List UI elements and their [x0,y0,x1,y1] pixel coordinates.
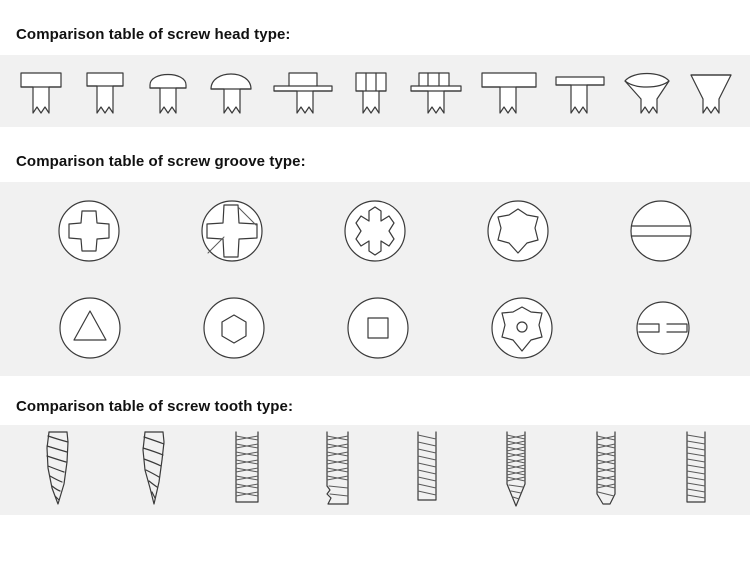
screw-head-flat-head-short [15,63,67,119]
screw-head-oval-countersunk-head [621,63,673,119]
screw-head-dome-head [206,63,258,119]
screw-groove-torx-star-drive [480,193,556,269]
screw-head-countersunk-flat-head [687,63,735,119]
screw-head-round-head [143,63,193,119]
spacer-tooth [0,415,750,425]
screw-tooth-serrated-thread-cut [317,428,359,512]
screw-tooth-double-lead-thread [585,428,627,512]
screw-groove-torx-cross-drive [337,193,413,269]
section-title-head: Comparison table of screw head type: [16,26,291,43]
screw-head-hex-head-tall [348,63,394,119]
screw-head-flange-head [272,63,334,119]
section-title-tooth: Comparison table of screw tooth type: [16,398,294,415]
screw-comparison-page [0,26,750,570]
screw-groove-square-drive [340,290,416,366]
screw-groove-slotted-drive [623,193,699,269]
screw-groove-triangle-drive [52,290,128,366]
screw-tooth-fine-thread-flat-end [407,428,447,512]
section-title-groove: Comparison table of screw groove type: [16,153,306,170]
tooth-type-band [0,425,750,515]
screw-tooth-tapered-thread-point [496,428,536,512]
spacer-groove [0,170,750,182]
screw-groove-phillips-cross-drive [51,193,127,269]
screw-head-hex-flange-head [408,63,464,119]
screw-head-flat-head-narrow [81,63,129,119]
screw-tooth-coarse-thread-sharp-point [34,428,82,512]
groove-type-band-row-1 [0,182,750,279]
screw-head-thin-flat-head [553,63,607,119]
screw-head-wide-flat-head [478,63,540,119]
screw-tooth-machine-thread-blunt [226,428,268,512]
screw-tooth-high-low-thread-point [131,428,177,512]
groove-type-band-row-2 [0,279,750,376]
screw-tooth-dense-fine-thread [676,428,716,512]
screw-groove-pozidriv-drive [194,193,270,269]
head-type-band [0,55,750,127]
screw-groove-one-way-slot-drive [628,293,698,363]
screw-groove-hex-socket-drive [196,290,272,366]
screw-groove-torx-pin-drive [484,290,560,366]
spacer-head [0,43,750,55]
